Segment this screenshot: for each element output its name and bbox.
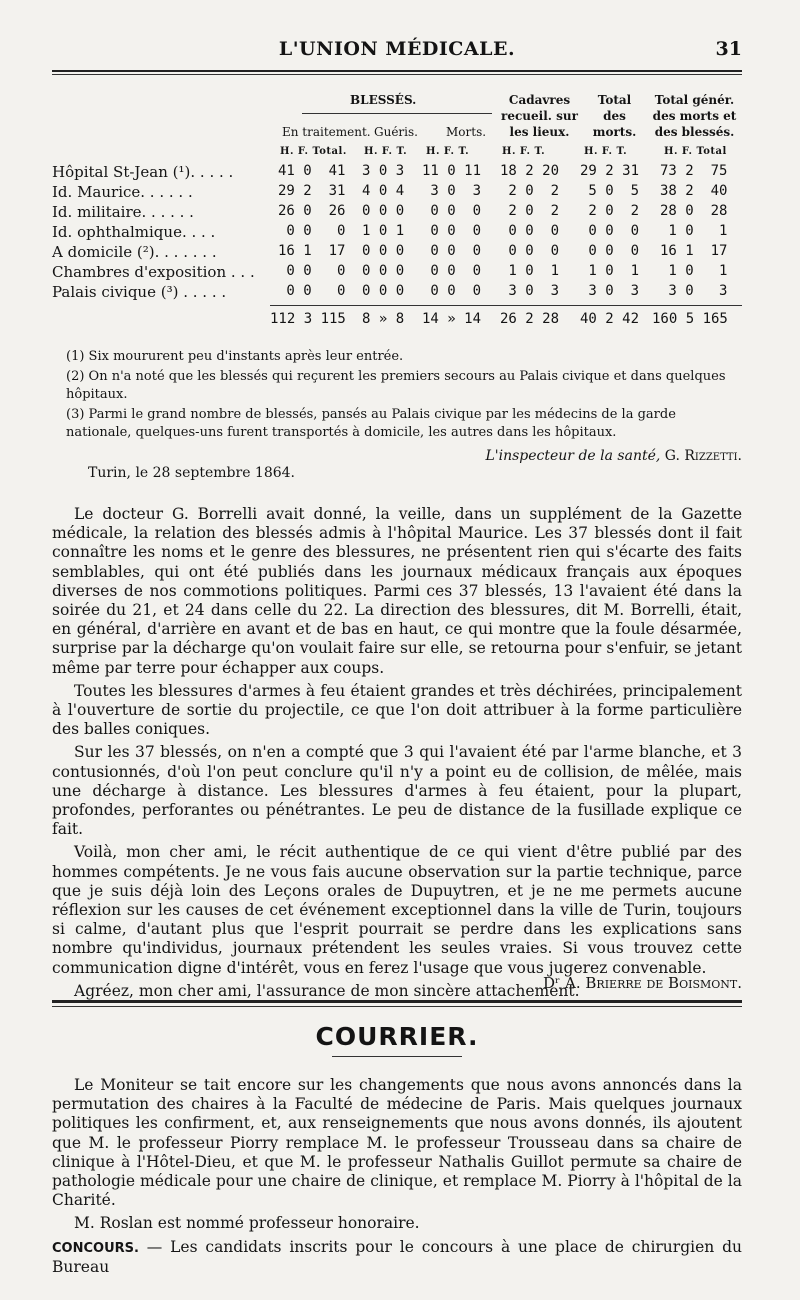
cell: 2 0 2 [500,203,560,219]
cell: 73 2 75 [660,163,728,179]
col-code-6: H. F. Total [664,146,727,157]
cell: 2 0 2 [500,183,560,199]
total-cell: 26 2 28 [500,311,560,327]
inspector-title: L'inspecteur de la santé, [485,448,661,464]
cell: 0 0 0 [500,223,560,239]
header-rule [52,70,742,72]
cell: 3 0 3 [422,183,482,199]
cell: 41 0 41 [278,163,346,179]
col-code-2: H. F. T. [364,146,408,157]
section-rule-thin [52,1006,742,1007]
col-code-4: H. F. T. [502,146,546,157]
cell: 3 0 3 [362,163,405,179]
cell: 11 0 11 [422,163,482,179]
inspector-signature [52,448,742,464]
concours-text: — Les candidats inscrits pour le concours à une place de chirurgien du Bureau [52,1237,742,1276]
cell: 38 2 40 [660,183,728,199]
cell: 0 0 0 [362,283,405,299]
total-cell: 40 2 42 [580,311,640,327]
cell: 0 0 0 [500,243,560,259]
row-label: Id. Maurice. . . . . . [52,183,193,201]
cell: 28 0 28 [660,203,728,219]
cell: 0 0 0 [278,283,346,299]
footnotes [52,348,742,444]
col-code-5: H. F. T. [584,146,628,157]
paragraph: Agréez, mon cher ami, l'assurance de mon sincère attachement. [74,981,580,1000]
cell: 4 0 4 [362,183,405,199]
cell: 18 2 20 [500,163,560,179]
subheader-gueris: Guéris. [374,125,418,139]
cell: 26 0 26 [278,203,346,219]
header-total-general: Total génér. des morts et des blessés. [652,93,737,139]
cell: 3 0 3 [500,283,560,299]
cell: 1 0 1 [362,223,405,239]
inspector-name: G. Rizzetti. [664,448,742,464]
total-cell: 160 5 165 [652,311,728,327]
row-label: Id. ophthalmique. . . . [52,223,216,241]
table-row [52,183,742,203]
title-underline [332,1056,462,1057]
cell: 16 1 17 [660,243,728,259]
row-label: Palais civique (³) . . . . . [52,283,227,301]
cell: 29 2 31 [580,163,640,179]
document-page [52,0,742,1300]
table-row [52,243,742,263]
dateline: Turin, le 28 septembre 1864. [88,465,296,481]
cell: 0 0 0 [422,223,482,239]
row-label: A domicile (²). . . . . . . [52,243,217,261]
cell: 2 0 2 [580,203,640,219]
cell: 0 0 0 [422,243,482,259]
cell: 5 0 5 [580,183,640,199]
row-label: Chambres d'exposition . . . [52,263,255,281]
paragraph: Toutes les blessures d'armes à feu étaient grandes et très déchirées, principalement à l'ouverture de sortie du projectile, ce que l'on doit attribuer à la forme particulière des balles coniques. [52,681,742,739]
table-row [52,163,742,183]
cell: 0 0 0 [580,243,640,259]
cell: 0 0 0 [422,263,482,279]
cell: 0 0 0 [278,223,346,239]
table-row [52,223,742,243]
header-cadavres: Cadavres recueil. sur les lieux. [501,93,578,139]
concours-paragraph [52,1238,742,1277]
cell: 0 0 0 [362,263,405,279]
section-rule [52,1000,742,1003]
footnote-3: (3) Parmi le grand nombre de blessés, pansés au Palais civique par les médecins de la garde nationale, quelques-uns furent transportés à domicile, les autres dans les hôpitaux. [66,407,676,440]
cell: 0 0 0 [278,263,346,279]
cell: 0 0 0 [422,203,482,219]
cell: 0 0 0 [422,283,482,299]
totals-rule [270,305,742,306]
cell: 0 0 0 [362,203,405,219]
row-label: Hôpital St-Jean (¹). . . . . [52,163,234,181]
row-label: Id. militaire. . . . . . [52,203,194,221]
cell: 1 0 1 [660,263,728,279]
page-header [52,38,742,68]
table-row [52,263,742,283]
table-row [52,283,742,303]
table-row [52,203,742,223]
concours-label: CONCOURS. [52,1240,139,1256]
cell: 29 2 31 [278,183,346,199]
total-cell: 112 3 115 [270,311,346,327]
paragraph: Le Moniteur se tait encore sur les changements que nous avons annoncés dans la permutation des chaires à la Faculté de médecine de Paris. Mais quelques journaux politiques les confirment, et, aux renseignements que nous avons donnés, ils ajoutent que M. le professeur Piorry remplace M. le professeur Trousseau dans sa chaire de clinique à l'Hôtel-Dieu, et que M. le professeur Nathalis Guillot permute sa chaire de pathologie médicale pour une chaire de clinique, et remplace M. Piorry à l'hôpital de la Charité. [52,1076,742,1210]
total-cell: 8 » 8 [362,311,405,327]
cell: 1 0 1 [580,263,640,279]
cell: 1 0 1 [660,223,728,239]
footnote-1: (1) Six moururent peu d'instants après leur entrée. [66,349,404,364]
subheader-morts: Morts. [446,125,487,139]
header-rule-thin [52,74,742,75]
cell: 0 0 0 [362,243,405,259]
author-signature: Dʳ A. Brierre de Boismont. [543,974,742,992]
paragraph: M. Roslan est nommé professeur honoraire. [74,1214,420,1233]
running-title: L'UNION MÉDICALE. [278,38,516,60]
cell: 3 0 3 [660,283,728,299]
cell: 3 0 3 [580,283,640,299]
paragraph: Le docteur G. Borrelli avait donné, la veille, dans un supplément de la Gazette médicale, la relation des blessés admis à l'hôpital Maurice. Les 37 blessés dont il fait connaître les noms et le genre des blessures, ne présentent rien qui s'écarte des faits semblables, qui ont été publiés dans les journaux médicaux français aux époques diverses de nos commotions politiques. Parmi ces 37 blessés, 13 l'avaient été dans la soirée du 21, et 24 dans celle du 22. La direction des blessures, dit M. Borrelli, était, en général, d'arrière en avant et de bas en haut, ce qui montre que la foule désarmée, surprise par la décharge qu'on voulait faire sur elle, se retourna pour s'enfuir, se jetant même par terre pour échapper aux coups. [52,505,742,677]
cell: 1 0 1 [500,263,560,279]
header-blesses: BLESSÉS. [350,93,417,107]
page-number: 31 [715,38,742,60]
col-code-3: H. F. T. [426,146,470,157]
section-title: COURRIER. [315,1022,479,1051]
paragraph: Voilà, mon cher ami, le récit authentique de ce qui vient d'être publié par des hommes compétents. Je ne vous fais aucune observation sur la partie technique, parce que je suis déjà loin des Leçons orales de Dupuytren, et je ne me permets aucune réflexion sur les causes de cet événement exceptionnel dans la ville de Turin, toujours si calme, d'autant plus que l'esprit pourrait se perdre dans les explications sans nombre qu'individus, journaux prétendent les seules vraies. Si vous trouvez cette communication digne d'intérêt, vous en ferez l'usage que vous jugerez convenable. [52,843,742,977]
header-total: Total des morts. [592,93,637,139]
header-brace [302,113,492,114]
col-code-1: H. F. Total. [280,146,347,157]
paragraph: Sur les 37 blessés, on n'en a compté que 3 qui l'avaient été par l'arme blanche, et 3 contusionnés, d'où l'on peut conclure qu'il n'y a point eu de collision, de mêlée, mais une décharge à distance. Les blessures d'armes à feu étaient, pour la plupart, profondes, perforantes ou pénétrantes. Le peu de distance de la fusillade explique ce fait. [52,743,742,839]
footnote-2: (2) On n'a noté que les blessés qui reçurent les premiers secours au Palais civique et dans quelques hôpitaux. [66,369,726,402]
letter-body [52,505,742,1005]
total-cell: 14 » 14 [422,311,482,327]
cell: 16 1 17 [278,243,346,259]
courrier-body [52,1076,742,1281]
subheader-en-traitement: En traitement. [282,125,371,139]
cell: 0 0 0 [580,223,640,239]
